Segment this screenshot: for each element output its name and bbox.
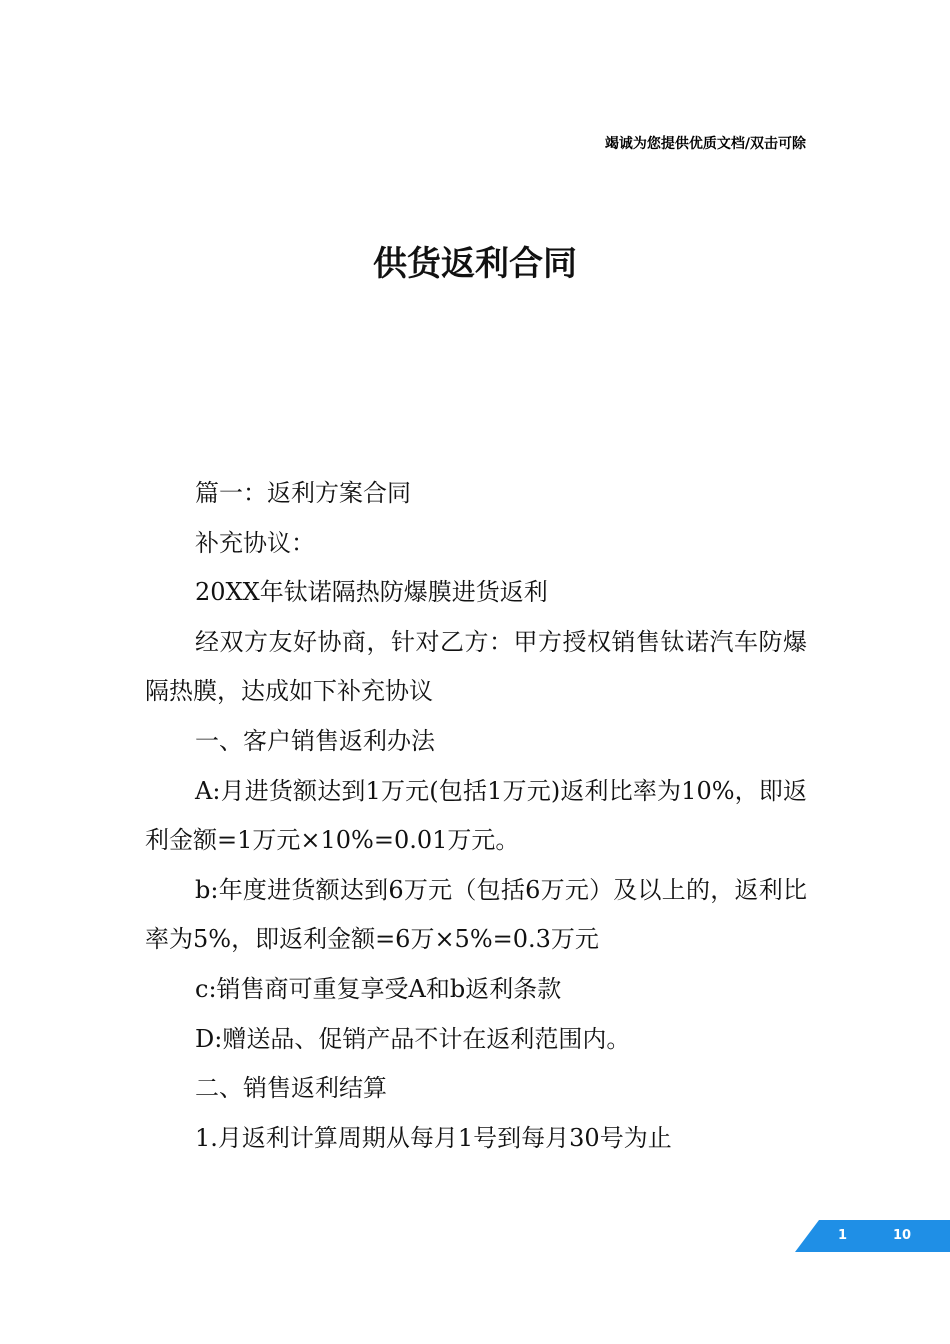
page-total: 10 [893, 1228, 912, 1243]
document-title: 供货返利合同 [373, 244, 577, 284]
paragraph-rebate-method-heading: 一、客户销售返利办法 [195, 726, 435, 755]
paragraph-clause-a: A:月进货额达到1万元(包括1万元)返利比率为10%，即返利金额=1万元×10%=0.01万元。 [145, 776, 807, 855]
document-body [145, 469, 807, 1163]
paragraph-clause-b: b:年度进货额达到6万元（包括6万元）及以上的，返利比率为5%，即返利金额=6万×5%=0.3万元 [145, 875, 807, 954]
paragraph-rebate-subject: 20XX年钛诺隔热防爆膜进货返利 [195, 578, 548, 607]
paragraph-settlement-period: 1.月返利计算周期从每月1号到每月30号为止 [195, 1123, 672, 1152]
page-number: 1 [838, 1228, 848, 1243]
page-indicator-badge [795, 1220, 950, 1252]
paragraph-settlement-heading: 二、销售返利结算 [195, 1074, 387, 1103]
paragraph-clause-d: D:赠送品、促销产品不计在返利范围内。 [195, 1024, 631, 1053]
paragraph-clause-c: c:销售商可重复享受A和b返利条款 [195, 974, 562, 1003]
paragraph-supplement-label: 补充协议： [195, 528, 315, 557]
header-note: 竭诚为您提供优质文档/双击可除 [604, 136, 806, 152]
paragraph-section-heading: 篇一：返利方案合同 [195, 479, 411, 507]
paragraph-agreement-intro: 经双方友好协商，针对乙方：甲方授权销售钛诺汽车防爆隔热膜，达成如下补充协议 [145, 627, 807, 706]
